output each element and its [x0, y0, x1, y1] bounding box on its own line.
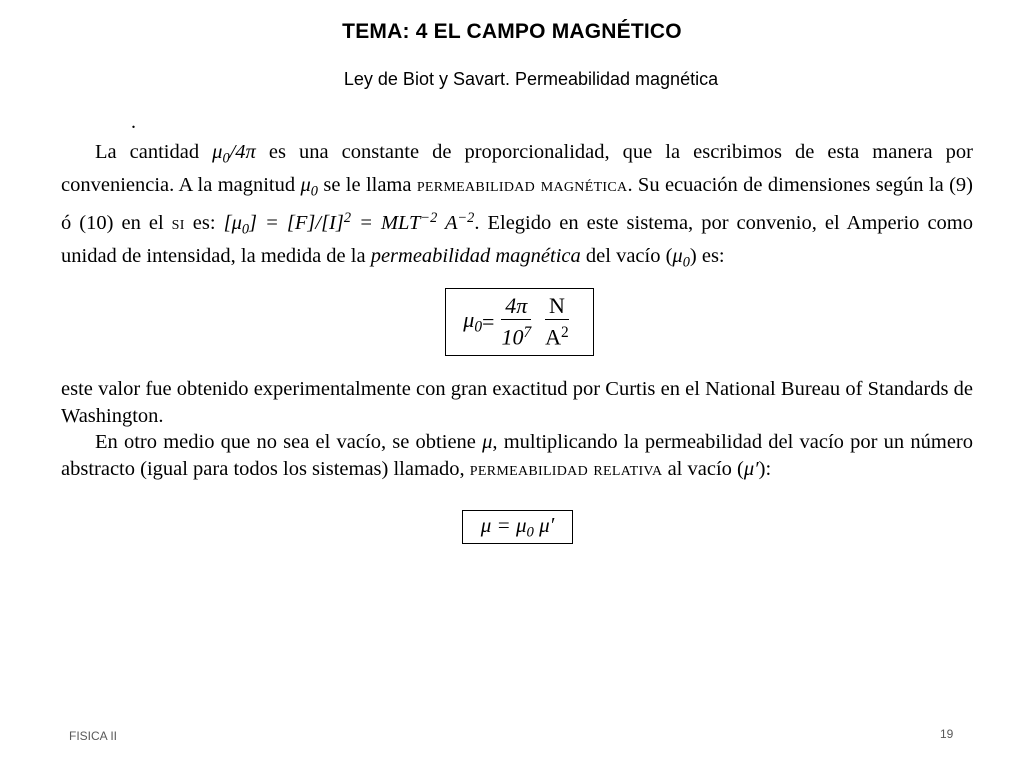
- math-mu0: $\mu_0$: [300, 173, 318, 200]
- text-run: ):: [758, 457, 772, 480]
- math-mu0-over-4pi: $\mu_0/4\pi$: [212, 141, 256, 167]
- term-permeabilidad-magnetica: permeabilidad magnética: [416, 173, 628, 196]
- phrase-permeabilidad-magnetica-italic: permeabilidad magnética: [370, 244, 581, 267]
- fraction-4pi-over-10-7: $\frac{4\pi}{10^7}$: [501, 293, 532, 350]
- formula-box-mu-relation: [462, 510, 573, 544]
- text-run: ) es:: [689, 244, 725, 267]
- formula-mu-equals-mu0-mu-prime: $\mu = \mu_0$ μ′: [480, 512, 555, 541]
- text-curtis-measurement: este valor fue obtenido experimentalmente con gran exactitud por Curtis en el National Bureau of Standards de Washington.: [61, 378, 973, 427]
- text-run: al vacío (: [662, 457, 744, 480]
- math-dimension-equation: $[\mu_0] = [F]/[I]^2 = MLT^{-2}$ $A^{-2}$: [223, 209, 475, 238]
- equals-sign: =: [482, 309, 495, 334]
- footer-course-name: FISICA II: [69, 729, 118, 743]
- text-run: . Su ecuación de dimensiones según la (9) ó (10) en el: [61, 173, 973, 234]
- text-run: es una constante de proporcionalidad, que la escribimos de esta manera por conveniencia. A la magnitud: [61, 141, 973, 196]
- fraction-units-n-over-a2: $\frac{N}{A^2}$: [545, 293, 569, 350]
- text-run: , multiplicando la permeabilidad del vacío por un número abstracto (igual para todos los sistemas) llamado,: [61, 431, 973, 480]
- slide-subtitle: Ley de Biot y Savart. Permeabilidad magnética: [343, 69, 719, 89]
- paragraph-experimental-and-relative: [61, 376, 973, 482]
- slide-title: TEMA: 4 EL CAMPO MAGNÉTICO: [342, 20, 682, 43]
- text-run: . Elegido en este sistema, por convenio, el Amperio como unidad de intensidad, la medida de la: [61, 211, 973, 267]
- text-run: se le llama: [317, 173, 417, 196]
- formula-lhs-mu0: $\mu_0$: [463, 307, 483, 336]
- math-mu-prime: μ′: [743, 457, 759, 480]
- term-permeabilidad-relativa: permeabilidad relativa: [469, 457, 663, 480]
- text-run: es:: [184, 211, 224, 234]
- formula-box-mu0-value: [445, 288, 594, 356]
- text-run: En otro medio que no sea el vacío, se obtiene: [95, 431, 483, 453]
- text-run: La cantidad: [95, 141, 213, 163]
- math-mu0: $\mu_0$: [672, 244, 690, 270]
- slide-number: 19: [940, 727, 954, 741]
- term-si: si: [171, 211, 185, 234]
- paragraph-permeability-definition: [61, 139, 973, 275]
- text-run: del vacío (: [580, 244, 673, 267]
- stray-dot: .: [131, 111, 136, 133]
- math-mu: μ: [482, 431, 493, 453]
